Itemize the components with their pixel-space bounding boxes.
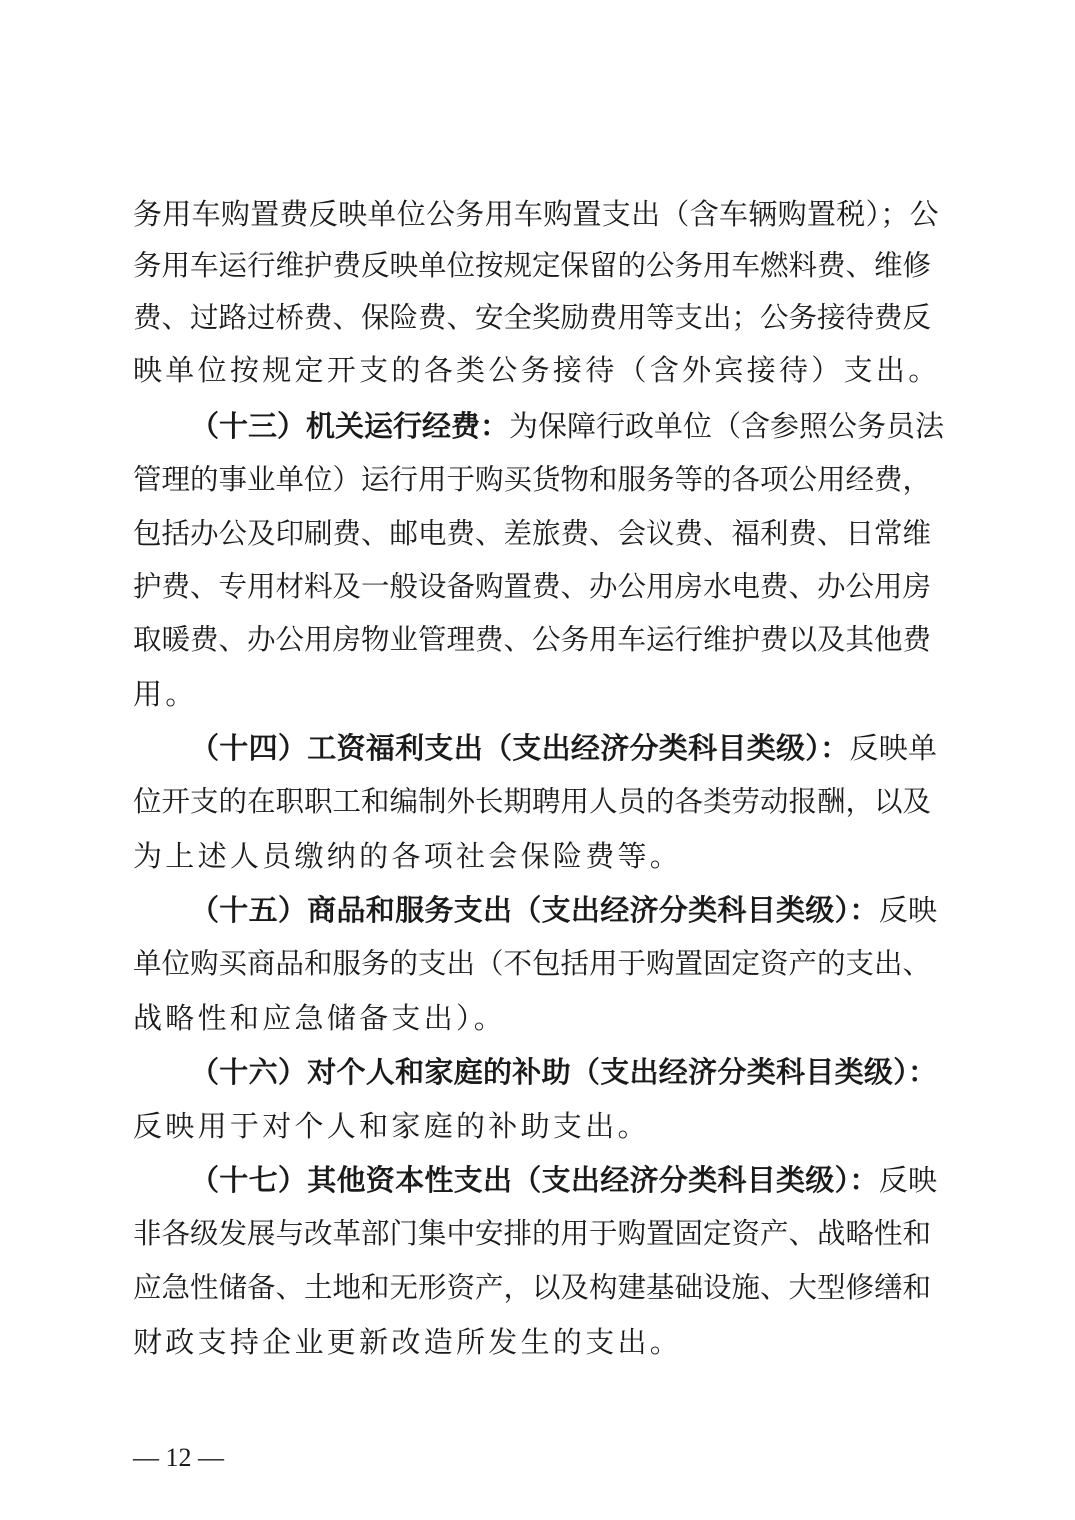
section-13-line: 用。: [133, 677, 198, 711]
section-17-heading-line: [190, 1160, 943, 1200]
section-14-colon: ：: [820, 731, 850, 765]
body-line: 务用车运行维护费反映单位按规定保留的公务用车燃料费、维修: [133, 249, 932, 282]
section-15-line: 单位购买商品和服务的支出（不包括用于购置固定资产的支出、: [133, 947, 932, 980]
section-17-line: 非各级发展与改革部门集中安排的用于购置固定资产、战略性和: [133, 1217, 932, 1250]
body-line: 费、过路过桥费、保险费、安全奖励费用等支出；公务接待费反: [133, 301, 932, 334]
section-17-text: 反映: [878, 1163, 938, 1197]
section-15-line: 战略性和应急储备支出）。: [133, 1001, 507, 1035]
section-13-colon: ：: [480, 409, 510, 443]
section-15-title: （十五）商品和服务支出（支出经济分类科目类级）: [190, 893, 850, 927]
section-14-heading-line: [190, 728, 943, 768]
section-17-line: 应急性储备、土地和无形资产，以及构建基础设施、大型修缮和: [133, 1271, 932, 1304]
section-13-heading-line: [190, 406, 943, 446]
section-14-line: 位开支的在职职工和编制外长期聘用人员的各类劳动报酬，以及: [133, 785, 932, 818]
section-13-line: 管理的事业单位）运行用于购买货物和服务等的各项公用经费，: [133, 463, 932, 496]
section-15-heading-line: [190, 890, 943, 930]
section-17-line: 财政支持企业更新改造所发生的支出。: [133, 1325, 683, 1359]
body-line: 务用车购置费反映单位公务用车购置支出（含车辆购置税）；公: [133, 197, 939, 231]
body-line: 映单位按规定开支的各类公务接待（含外宾接待）支出。: [133, 353, 941, 387]
section-14-title: （十四）工资福利支出（支出经济分类科目类级）: [190, 731, 821, 765]
section-16-line: 反映用于对个人和家庭的补助支出。: [133, 1109, 650, 1143]
section-13-line: 护费、专用材料及一般设备购置费、办公用房水电费、办公用房: [133, 570, 932, 603]
section-17-title: （十七）其他资本性支出（支出经济分类科目类级）: [190, 1163, 850, 1197]
section-14-line: 为上述人员缴纳的各项社会保险费等。: [133, 839, 683, 873]
section-14-text: 反映单: [849, 731, 938, 765]
section-13-line: 取暖费、办公用房物业管理费、公务用车运行维护费以及其他费: [133, 623, 932, 656]
section-13-text: 为保障行政单位（含参照公务员法: [509, 409, 945, 443]
section-16-heading-line: [190, 1052, 943, 1092]
section-15-text: 反映: [878, 893, 938, 927]
section-17-colon: ：: [849, 1163, 879, 1197]
section-15-colon: ：: [849, 893, 879, 927]
page-number: — 12 —: [133, 1443, 224, 1472]
section-13-title: （十三）机关运行经费: [190, 409, 481, 443]
section-13-line: 包括办公及印刷费、邮电费、差旅费、会议费、福利费、日常维: [133, 517, 932, 550]
section-16-title: （十六）对个人和家庭的补助（支出经济分类科目类级）: [190, 1055, 909, 1089]
section-16-colon: ：: [908, 1055, 938, 1089]
